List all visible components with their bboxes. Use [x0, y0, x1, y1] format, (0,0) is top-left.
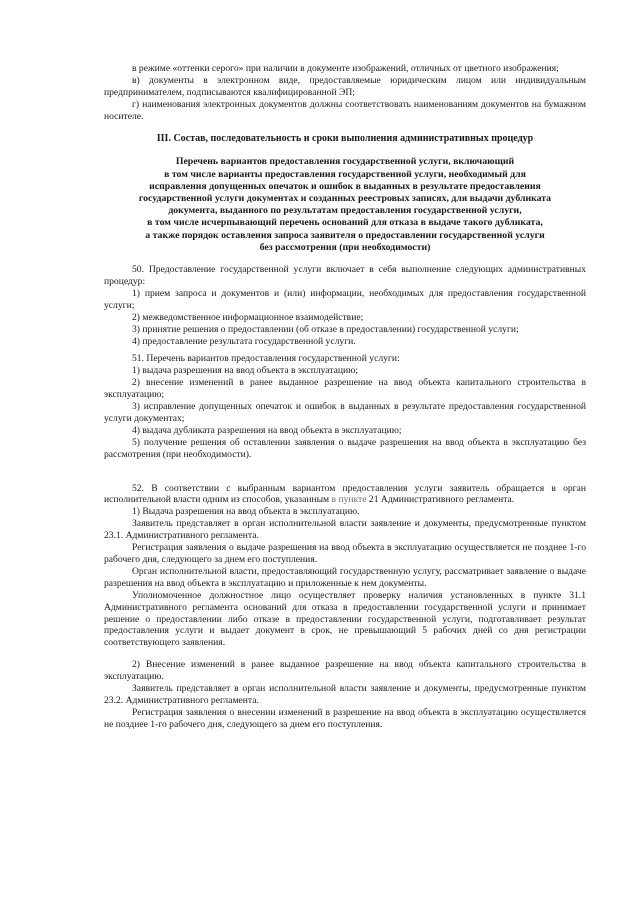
variant-1-paragraph: Регистрация заявления о выдаче разрешения на ввод объекта в эксплуатацию осуществляется не позднее 1-го рабочего дня, следующего за днем его поступления.: [104, 542, 586, 565]
section-title: III. Состав, последовательность и сроки выполнения административных процедур: [156, 132, 534, 144]
clause-51-lead: 51. Перечень вариантов предоставления государственной услуги:: [132, 353, 400, 365]
variant-2-paragraph: Заявитель представляет в орган исполнительной власти заявление и документы, предусмотренные пунктом 23.2. Административного регламента.: [104, 683, 586, 706]
clause-51-item: 4) выдача дубликата разрешения на ввод объекта в эксплуатацию;: [132, 424, 402, 436]
variant-1-paragraph: Заявитель представляет в орган исполнительной власти заявление и документы, предусмотренные пунктом 23.1. Административного регламента.: [104, 518, 586, 542]
clause-51-item: 5) получение решения об оставлении заявления о выдаче разрешения на ввод объекта в эксплуатацию без рассмотрения (при необходимости).: [104, 436, 586, 460]
spacer: [104, 649, 586, 659]
variant-1-title: 1) Выдача разрешения на ввод объекта в эксплуатацию.: [132, 506, 360, 518]
clause-51-item: 1) выдача разрешения на ввод объекта в эксплуатацию;: [132, 365, 358, 377]
variant-1-paragraph: Уполномоченное должностное лицо осуществляет проверку наличия установленных в пункте 31.1 Административного регламента оснований для отказа в предоставлении государственной услуги и принимает решение о предоставлении либо отказе в предоставлении государственной услуги, подготавливает результат предоставления услуги и выдает документ в срок, не превышающий 5 рабочих дней со дня регистрации соответствующего заявления.: [104, 589, 586, 649]
variant-2-paragraph: Регистрация заявления о внесении изменений в разрешение на ввод объекта в эксплуатацию осуществляется не позднее 1-го рабочего дня, следующего за днем его поступления.: [104, 706, 586, 730]
intro-paragraph-g: г) наименования электронных документов должны соответствовать наименованиям документов на бумажном носителе.: [104, 98, 586, 122]
intro-paragraph-grayscale: в режиме «оттенки серого» при наличии в документе изображений, отличных от цветного изображения;: [132, 63, 559, 74]
clause-50-item: 1) прием запроса и документов и (или) информации, необходимых для предоставления государственной услуги;: [104, 287, 586, 311]
clause-51-item: 2) внесение изменений в ранее выданное разрешение на ввод объекта капитального строительства в эксплуатацию;: [104, 377, 586, 401]
clause-50-lead: 50. Предоставление государственной услуги включает в себя выполнение следующих административных процедур:: [104, 264, 586, 287]
clause-52-lead-end: 21 Административного регламента.: [366, 494, 515, 506]
clause-51-item: 3) исправление допущенных опечаток и ошибок в выданных в результате предоставления государственной услуги документах;: [104, 401, 586, 424]
subheading-line: исправления допущенных опечаток и ошибок в выданных в результате предоставления: [149, 180, 541, 192]
subheading-line: без рассмотрения (при необходимости): [259, 241, 431, 253]
clause-52-lead-faint: в пункте: [331, 494, 367, 506]
subheading-line: государственной услуги документах и созданных реестровых записях, для выдачи дубликата: [138, 193, 552, 205]
subheading-line: а также порядок оставления запроса заявителя о предоставлении государственной услуги: [145, 229, 545, 241]
subheading-line: документа, выданного по результатам предоставления государственной услуги,: [168, 205, 522, 217]
spacer: [104, 461, 586, 483]
subheading: [104, 156, 586, 254]
clause-50-item: 3) принятие решения о предоставлении (об отказе в предоставлении) государственной услуги;: [132, 323, 519, 335]
clause-52-lead-start: 52. В соответствии с выбранным вариантом предоставления услуги заявитель обращается в орган исполнительной власти одним из способов, указанным: [104, 482, 586, 506]
subheading-line: Перечень вариантов предоставления государственной услуги, включающий: [175, 156, 515, 168]
subheading-line: в том числе исчерпывающий перечень оснований для отказа в выдаче такого дубликата,: [147, 217, 543, 229]
clause-50-item: 4) предоставление результата государственной услуги.: [132, 335, 356, 347]
intro-paragraph-v: в) документы в электронном виде, предоставляемые юридическим лицом или индивидуальным предпринимателем, подписываются квалифицированной ЭП;: [104, 74, 586, 98]
variant-2-title: 2) Внесение изменений в ранее выданное разрешение на ввод объекта капитального строительства в эксплуатацию.: [104, 659, 586, 683]
variant-1-paragraph: Орган исполнительной власти, предоставляющий государственную услугу, рассматривает заявление о выдаче разрешения на ввод объекта в эксплуатацию и приложенные к нем документы.: [104, 565, 586, 589]
subheading-line: в том числе варианты предоставления государственной услуги, необходимый для: [164, 168, 526, 180]
clause-52-lead: [104, 483, 586, 507]
clause-50-item: 2) межведомственное информационное взаимодействие;: [132, 311, 364, 323]
